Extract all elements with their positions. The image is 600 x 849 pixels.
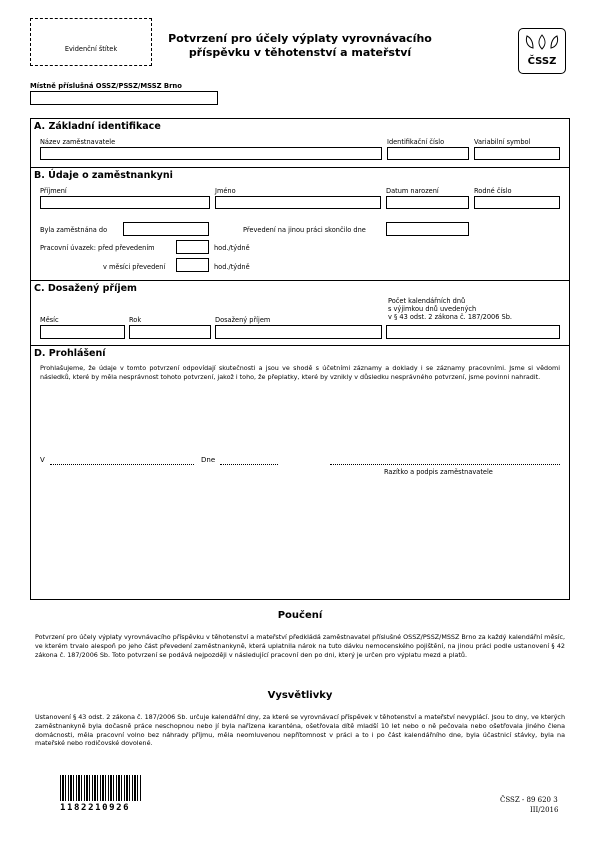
stamp-label: Evidenční štítek [64,45,118,53]
instructions-title: Poučení [277,610,323,621]
days-label-line2: s výjimkou dnů uvedených [388,305,477,313]
employed-until-label: Byla zaměstnána do [40,226,108,234]
transfer-ended-label: Převedení na jinou práci skončilo dne [243,226,366,234]
place-prefix: V [40,456,45,464]
days-label-line3: v § 43 odst. 2 zákona č. 187/2006 Sb. [388,313,513,321]
divider-bc [30,280,570,281]
income-label: Dosažený příjem [215,316,271,324]
title-line1: Potvrzení pro účely výplaty vyrovnávacího [168,32,432,45]
section-d-title: D. Prohlášení [34,348,106,359]
workload-before-label: Pracovní úvazek: před převedením [40,244,155,252]
surname-label: Příjmení [40,187,67,195]
transfer-ended-field[interactable] [386,222,469,236]
title-line2: příspěvku v těhotenství a mateřství [188,46,412,60]
id-number-label: Identifikační číslo [387,138,445,146]
month-label: Měsíc [40,316,59,324]
year-label: Rok [129,316,142,324]
instructions-text: Potvrzení pro účely výplaty vyrovnávacího příspěvku v těhotenství a mateřství předkládá zaměstnavatel příslušné OSSZ/PSSZ/MSSZ Brno za každý kalendářní měsíc, ve kterém trvalo alespoň po jeho část převedení zaměstnankyně, která uplatnila nárok na tuto dávku nemocenského pojištění, na jinou práci podle ustanovení § 42 zákona č. 187/2006 Sb. Toto potvrzení se podává nejpozději v následující pracovní den po dni, který je určen pro výplatu mezd a platů. [35,633,565,659]
cssz-logo-icon [519,32,565,54]
variable-symbol-field[interactable] [474,147,560,160]
signature-label: Razítko a podpis zaměstnavatele [384,468,493,476]
form-code: ČSSZ - 89 620 3 [500,796,558,804]
first-name-field[interactable] [215,196,381,209]
barcode-number: 1182210926 [60,803,131,813]
signature-field[interactable] [330,464,560,465]
employer-name-label: Název zaměstnavatele [40,138,116,146]
barcode-icon [60,775,142,801]
form-version: III/2016 [530,806,559,814]
place-field[interactable] [50,464,194,465]
employer-name-field[interactable] [40,147,382,160]
explanations-text: Ustanovení § 43 odst. 2 zákona č. 187/2006 Sb. určuje kalendářní dny, za které se vyrovnávací příspěvek v těhotenství a mateřství nevyplácí. Jsou to dny, ve kterých zaměstnankyně byla dočasně práce neschopnou nebo jí byla nařízena karanténa, ošetřovala dítě mladší 10 let nebo o ně pečovala nebo ošetřovala jiného člena domácnosti, měla pracovní volno bez náhrady příjmu, měla neomluvenou nepřítomnost v práci a to i po část kalendářního dne, byla účastnicí stávky, byla na mateřské nebo rodičovské dovolené. [35,713,565,748]
divider-ab [30,167,570,168]
workload-in-month-field[interactable] [176,258,209,272]
birth-date-label: Datum narození [386,187,439,195]
month-field[interactable] [40,325,125,339]
page-title [160,32,440,61]
section-a-title: A. Základní identifikace [34,121,161,132]
id-number-field[interactable] [387,147,469,160]
workload-in-month-label: v měsíci převedení [103,263,166,271]
days-field[interactable] [386,325,560,339]
logo-text: ČSSZ [527,56,557,67]
birth-number-field[interactable] [474,196,560,209]
section-c-title: C. Dosažený příjem [34,283,137,294]
divider-cd [30,345,570,346]
birth-number-label: Rodné číslo [474,187,512,195]
days-label-line1: Počet kalendářních dnů [388,297,466,305]
variable-symbol-label: Variabilní symbol [474,138,531,146]
office-label: Místně příslušná OSSZ/PSSZ/MSSZ Brno [30,82,182,90]
hours-unit-1: hod./týdně [214,244,250,252]
office-field[interactable] [30,91,218,105]
year-field[interactable] [129,325,211,339]
cssz-logo [518,28,566,74]
employed-until-field[interactable] [123,222,209,236]
stamp-box [30,18,152,66]
declaration-text: Prohlašujeme, že údaje v tomto potvrzení odpovídají skutečnosti a jsou ve shodě s účetními záznamy a doklady i se záznamy pracovními. Jsme si vědomi následků, které by měla nesprávnost tohoto potvrzení, jakož i toho, že přeplatky, které by vznikly v důsledku nesprávného potvrzení, jsme povinni nahradit. [40,364,560,381]
date-field[interactable] [220,464,278,465]
hours-unit-2: hod./týdně [214,263,250,271]
section-b-title: B. Údaje o zaměstnankyni [34,170,173,181]
date-prefix: Dne [201,456,216,464]
workload-before-field[interactable] [176,240,209,254]
surname-field[interactable] [40,196,210,209]
explanations-title: Vysvětlivky [267,690,333,701]
first-name-label: Jméno [215,187,236,195]
birth-date-field[interactable] [386,196,469,209]
income-field[interactable] [215,325,382,339]
